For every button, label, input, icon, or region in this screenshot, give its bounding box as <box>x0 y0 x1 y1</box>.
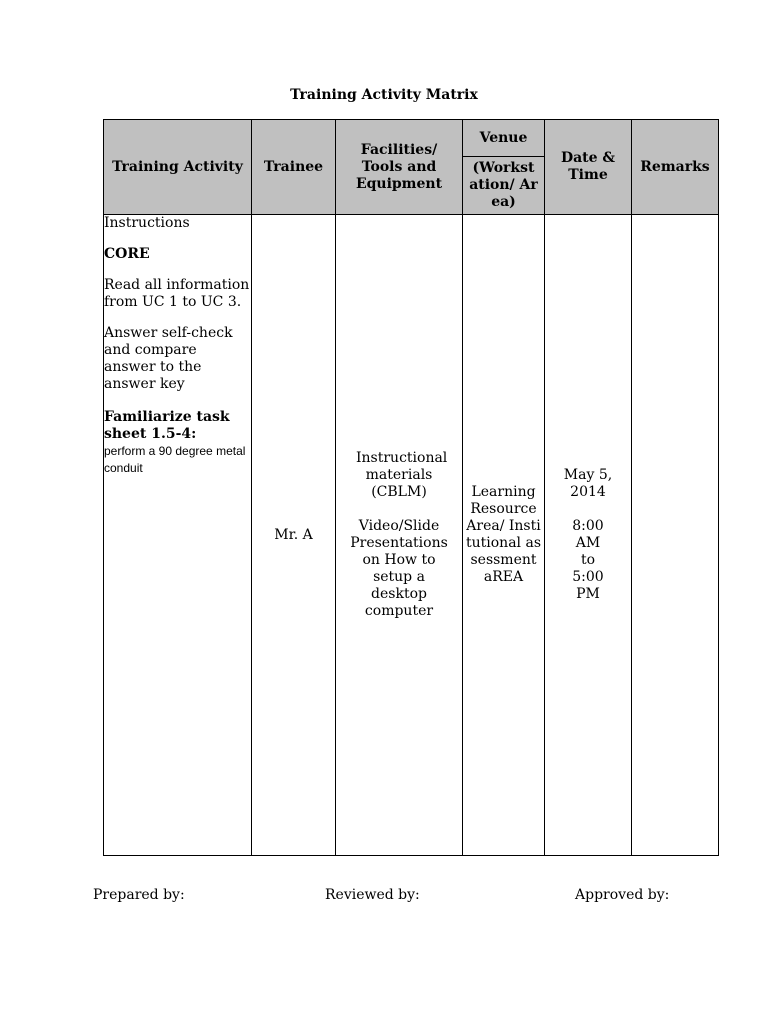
cell-venue <box>463 215 545 856</box>
date-text: May 5, 2014 <box>563 467 613 500</box>
cell-training-activity <box>104 215 252 856</box>
cell-facilities <box>336 215 463 856</box>
cell-trainee: Mr. A <box>252 215 336 856</box>
activity-core: CORE <box>104 246 150 262</box>
header-venue-sub <box>463 157 545 215</box>
page-title: Training Activity Matrix <box>290 87 478 103</box>
time-end: 5:00 PM <box>572 569 604 602</box>
activity-instructions: Instructions <box>104 215 190 231</box>
facilities-item-2: Video/Slide Presentations on How to setup a desktop computer <box>350 518 448 619</box>
header-facilities <box>336 120 463 215</box>
header-venue-sub-label: (Workst ation/ Area) <box>469 160 538 210</box>
header-remarks: Remarks <box>632 120 719 215</box>
training-activity-table <box>103 119 719 856</box>
header-venue: Venue <box>463 120 545 157</box>
facilities-gap <box>342 501 456 518</box>
date-gap <box>559 501 617 518</box>
prepared-by-label: Prepared by: <box>93 887 185 903</box>
activity-task-detail: perform a 90 degree metal conduit <box>104 444 246 475</box>
header-date-time <box>545 120 632 215</box>
activity-read-info: Read all information from UC 1 to UC 3. <box>104 277 250 310</box>
facilities-item-1: Instructional materials (CBLM) <box>356 450 448 500</box>
header-training-activity: Training Activity <box>104 120 252 215</box>
time-start: 8:00 AM <box>572 518 604 551</box>
activity-familiarize: Familiarize task sheet 1.5-4: <box>104 409 230 442</box>
cell-date-time <box>545 215 632 856</box>
header-facilities-label: Facilities/ Tools and Equipment <box>355 141 443 192</box>
header-date-time-label: Date & Time <box>560 150 616 183</box>
reviewed-by-label: Reviewed by: <box>325 887 420 903</box>
header-trainee: Trainee <box>252 120 336 215</box>
approved-by-label: Approved by: <box>575 887 670 903</box>
activity-answer-self-check: Answer self-check and compare answer to the answer key <box>104 325 233 392</box>
time-to: to <box>580 552 596 568</box>
venue-text: Learning Resource Area/ Institutional assessment aREA <box>466 484 541 585</box>
cell-remarks <box>632 215 719 856</box>
